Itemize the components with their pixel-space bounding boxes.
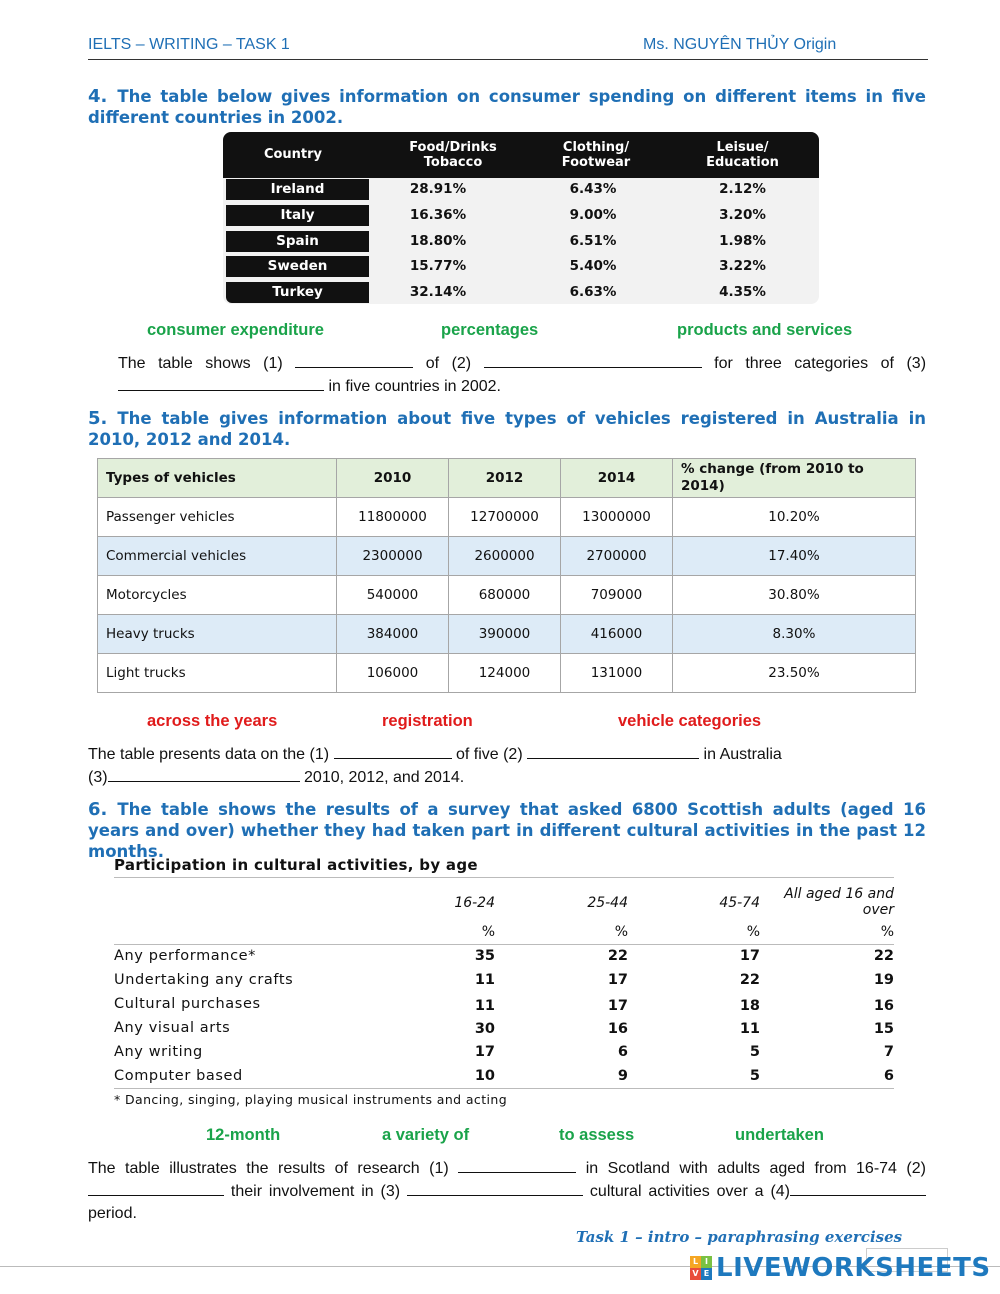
table-cell: 11 [474, 998, 495, 1014]
row-label: Computer based [114, 1068, 243, 1084]
table-cell: 22 [607, 948, 628, 964]
table-cell: 16 [607, 1021, 628, 1037]
table-cell: 6.43% [569, 181, 617, 197]
paragraph-text: in Scotland with adults aged from 16-74 (2) [585, 1160, 926, 1177]
table-divider [114, 944, 894, 945]
question-number: 6. [88, 799, 108, 820]
row-label: Undertaking any crafts [114, 972, 294, 988]
unit-label: % [614, 924, 628, 940]
paragraph-text: of (2) [425, 355, 472, 372]
keyword[interactable]: registration [382, 712, 473, 730]
keyword[interactable]: percentages [441, 321, 539, 339]
survey-table-title: Participation in cultural activities, by age [114, 856, 478, 874]
question-text: The table gives information about five types of vehicles registered in Australia in 2010, 2012 and 2014. [88, 409, 926, 449]
question-number: 4. [88, 86, 108, 107]
answer-blank[interactable] [484, 352, 702, 368]
question-number: 5. [88, 408, 108, 429]
question-4 [88, 86, 926, 128]
table-cell: 2600000 [449, 537, 561, 576]
answer-blank[interactable] [790, 1180, 926, 1196]
table-cell: 3.20% [719, 207, 766, 223]
table-cell: 32.14% [409, 284, 467, 300]
answer-blank[interactable] [295, 352, 413, 368]
table-cell: 9.00% [569, 207, 617, 223]
answer-blank[interactable] [88, 1180, 224, 1196]
table-cell: 5 [749, 1068, 760, 1084]
table-cell: 4.35% [719, 284, 766, 300]
footer-task-label: Task 1 – intro – paraphrasing exercises [576, 1228, 903, 1246]
keyword[interactable]: undertaken [735, 1126, 824, 1144]
table-cell: 11800000 [337, 498, 449, 537]
row-label: Any performance* [114, 948, 257, 964]
column-header: Clothing/ Footwear [561, 140, 631, 170]
table-cell: Motorcycles [98, 576, 337, 615]
column-header: 25-44 [587, 895, 628, 911]
liveworksheets-badge-icon [690, 1256, 712, 1280]
paragraph-text: (3) [88, 769, 108, 786]
table-cell: 17 [474, 1044, 495, 1060]
answer-blank[interactable] [108, 766, 300, 782]
table-cell: 384000 [337, 615, 449, 654]
unit-label: % [481, 924, 495, 940]
keyword[interactable]: products and services [677, 321, 853, 339]
row-label: Any visual arts [114, 1020, 231, 1036]
column-header: 2012 [449, 459, 561, 498]
table-cell: 11 [739, 1021, 760, 1037]
table-row [98, 576, 916, 615]
question-text: The table below gives information on consumer spending on different items in five different countries in 2002. [88, 87, 926, 127]
paragraph-text: their involvement in (3) [230, 1183, 401, 1200]
table-cell: Passenger vehicles [98, 498, 337, 537]
paragraph-text: The table presents data on the (1) [88, 746, 330, 763]
paragraph-text: period. [88, 1205, 137, 1222]
table-cell: 106000 [337, 654, 449, 693]
table-divider [114, 877, 894, 878]
table-cell: 22 [739, 972, 760, 988]
paragraph-text: The table shows (1) [118, 355, 283, 372]
table-cell: 15 [873, 1021, 894, 1037]
column-header: % change (from 2010 to 2014) [673, 459, 916, 498]
vehicles-table [97, 458, 916, 693]
table-cell: 28.91% [409, 181, 467, 197]
liveworksheets-wordmark: LIVEWORKSHEETS [716, 1253, 991, 1283]
table-cell: Heavy trucks [98, 615, 337, 654]
table-cell: 22 [873, 948, 894, 964]
question-text: The table shows the results of a survey that asked 6800 Scottish adults (aged 16 years and over) whether they had taken part in different cultural activities in the past 12 months. [88, 800, 926, 861]
answer-blank[interactable] [334, 743, 452, 759]
paragraph-text: for three categories of (3) [714, 355, 927, 372]
column-header: 45-74 [719, 895, 760, 911]
table-row [98, 615, 916, 654]
table-cell: Turkey [226, 282, 369, 303]
keyword[interactable]: a variety of [382, 1126, 470, 1144]
paragraph-text: The table illustrates the results of research (1) [88, 1160, 449, 1177]
table-cell: 5 [749, 1044, 760, 1060]
keyword[interactable]: vehicle categories [618, 712, 762, 730]
paragraph-text: 2010, 2012, and 2014. [304, 769, 465, 786]
table-cell: 17.40% [673, 537, 916, 576]
table-cell: 8.30% [673, 615, 916, 654]
table-cell: 2700000 [561, 537, 673, 576]
answer-blank[interactable] [458, 1157, 576, 1173]
answer-blank[interactable] [407, 1180, 583, 1196]
paragraph-text: of five (2) [455, 746, 523, 763]
paragraph-text: in Australia [703, 746, 782, 763]
table-cell: 30 [474, 1021, 495, 1037]
spending-table [223, 132, 819, 304]
table-row [98, 498, 916, 537]
table-cell: 12700000 [449, 498, 561, 537]
table-cell: 390000 [449, 615, 561, 654]
table-cell: 5.40% [569, 258, 617, 274]
table-cell: 30.80% [673, 576, 916, 615]
table-cell: 131000 [561, 654, 673, 693]
table-cell: 7 [883, 1044, 894, 1060]
keyword[interactable]: to assess [559, 1126, 635, 1144]
table-cell: 9 [617, 1068, 628, 1084]
table-cell: Commercial vehicles [98, 537, 337, 576]
liveworksheets-logo[interactable] [690, 1252, 991, 1284]
unit-label: % [880, 924, 894, 940]
table-header-row [98, 459, 916, 498]
table-cell: 2300000 [337, 537, 449, 576]
unit-label: % [746, 924, 760, 940]
table-cell: 6.51% [569, 233, 617, 249]
paragraph-text: cultural activities over a (4) [589, 1183, 791, 1200]
badge-letter: I [701, 1256, 712, 1268]
table-cell: 416000 [561, 615, 673, 654]
table-cell: 19 [873, 972, 894, 988]
paraphrase-paragraph-4 [118, 352, 926, 398]
column-header: 2014 [561, 459, 673, 498]
table-cell: 680000 [449, 576, 561, 615]
paraphrase-paragraph-6 [88, 1157, 926, 1225]
table-cell: 709000 [561, 576, 673, 615]
table-cell: 6 [883, 1068, 894, 1084]
table-cell: Spain [226, 231, 369, 252]
table-cell: Sweden [226, 256, 369, 277]
column-header: Food/Drinks Tobacco [409, 140, 497, 170]
question-5 [88, 408, 926, 450]
table-cell: 13000000 [561, 498, 673, 537]
table-divider [114, 1088, 894, 1089]
table-cell: 3.22% [719, 258, 766, 274]
table-cell: 11 [474, 972, 495, 988]
table-cell: Light trucks [98, 654, 337, 693]
column-header: All aged 16 and over [784, 886, 894, 918]
badge-letter: L [690, 1256, 701, 1268]
table-cell: 6.63% [569, 284, 617, 300]
header-left: IELTS – WRITING – TASK 1 [88, 36, 290, 53]
table-cell: 540000 [337, 576, 449, 615]
table-cell: Italy [226, 205, 369, 226]
column-header: Country [263, 147, 323, 162]
keyword[interactable]: 12-month [206, 1126, 281, 1144]
table-cell: 23.50% [673, 654, 916, 693]
table-cell: 15.77% [409, 258, 467, 274]
table-cell: 17 [607, 998, 628, 1014]
table-cell: 35 [474, 948, 495, 964]
question-6 [88, 799, 926, 862]
table-footnote: * Dancing, singing, playing musical instruments and acting [114, 1092, 508, 1107]
row-label: Any writing [114, 1044, 203, 1060]
table-cell: 16 [873, 998, 894, 1014]
table-row [98, 654, 916, 693]
table-row [98, 537, 916, 576]
table-cell: 6 [617, 1044, 628, 1060]
paragraph-text: in five countries in 2002. [328, 378, 501, 395]
table-cell: 10.20% [673, 498, 916, 537]
table-cell: 1.98% [719, 233, 766, 249]
table-cell: 16.36% [409, 207, 467, 223]
table-cell: 124000 [449, 654, 561, 693]
column-header: 2010 [337, 459, 449, 498]
row-label: Cultural purchases [114, 996, 261, 1012]
table-cell: 10 [474, 1068, 495, 1084]
table-cell: 2.12% [719, 181, 766, 197]
table-cell: 18.80% [409, 233, 467, 249]
column-header: 16-24 [454, 895, 495, 911]
keyword[interactable]: across the years [147, 712, 278, 730]
answer-blank[interactable] [118, 375, 324, 391]
header-divider [88, 59, 928, 60]
table-cell: 17 [607, 972, 628, 988]
table-cell: Ireland [226, 179, 369, 200]
keyword[interactable]: consumer expenditure [147, 321, 324, 339]
paraphrase-paragraph-5 [88, 743, 926, 789]
column-header: Leisue/ Education [706, 140, 779, 170]
header-right: Ms. NGUYÊN THỦY Origin [643, 36, 837, 53]
table-cell: 17 [739, 948, 760, 964]
table-cell: 18 [739, 998, 760, 1014]
badge-letter: E [701, 1268, 712, 1280]
answer-blank[interactable] [527, 743, 699, 759]
column-header: Types of vehicles [98, 459, 337, 498]
badge-letter: V [690, 1268, 701, 1280]
